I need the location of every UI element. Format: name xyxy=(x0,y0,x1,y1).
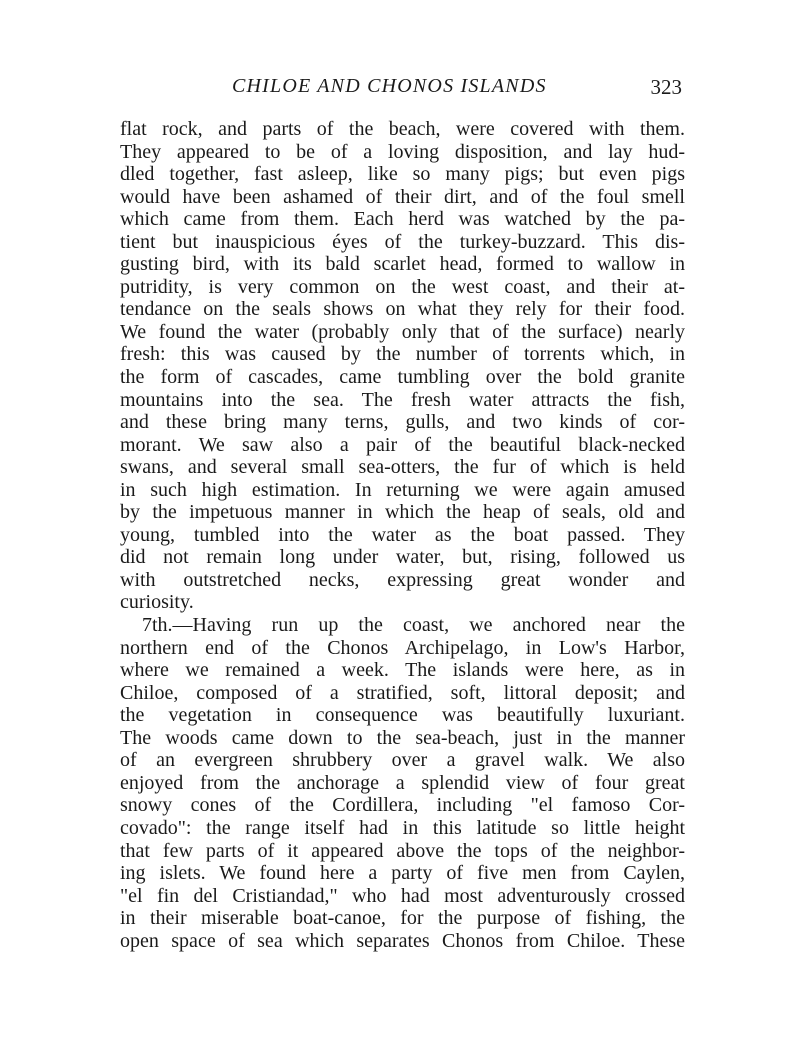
text-line: young, tumbled into the water as the boat passed. They xyxy=(120,523,685,546)
text-line: 7th.—Having run up the coast, we anchored near the xyxy=(142,614,685,637)
text-line: did not remain long under water, but, rising, followed us xyxy=(120,546,685,569)
running-head xyxy=(120,75,692,101)
paragraph-1 xyxy=(120,118,685,614)
text-line: open space of sea which separates Chonos from Chiloe. These xyxy=(120,929,685,952)
text-line: They appeared to be of a loving disposition, and lay hud- xyxy=(120,140,685,163)
text-line: curiosity. xyxy=(120,591,194,614)
text-line: the vegetation in consequence was beautifully luxuriant. xyxy=(120,704,685,727)
text-line: enjoyed from the anchorage a splendid view of four great xyxy=(120,771,685,794)
text-line: would have been ashamed of their dirt, and of the foul smell xyxy=(120,185,685,208)
running-title: CHILOE AND CHONOS ISLANDS xyxy=(232,75,547,97)
text-line: We found the water (probably only that of the surface) nearly xyxy=(120,320,685,343)
text-line: tendance on the seals shows on what they rely for their food. xyxy=(120,298,685,321)
text-line: by the impetuous manner in which the heap of seals, old and xyxy=(120,501,685,524)
text-line: The woods came down to the sea-beach, just in the manner xyxy=(120,726,685,749)
text-line: that few parts of it appeared above the tops of the neighbor- xyxy=(120,839,685,862)
page-number: 323 xyxy=(650,75,682,99)
text-line: in their miserable boat-canoe, for the purpose of fishing, the xyxy=(120,907,685,930)
text-line: where we remained a week. The islands were here, as in xyxy=(120,659,685,682)
text-line: dled together, fast asleep, like so many pigs; but even pigs xyxy=(120,163,685,186)
text-line: mountains into the sea. The fresh water attracts the fish, xyxy=(120,388,685,411)
text-line: tient but inauspicious éyes of the turkey-buzzard. This dis- xyxy=(120,230,685,253)
text-line: Chiloe, composed of a stratified, soft, littoral deposit; and xyxy=(120,681,685,704)
text-line: gusting bird, with its bald scarlet head, formed to wallow in xyxy=(120,253,685,276)
text-line: covado": the range itself had in this latitude so little height xyxy=(120,816,685,839)
text-line: flat rock, and parts of the beach, were covered with them. xyxy=(120,118,685,140)
text-line: snowy cones of the Cordillera, including "el famoso Cor- xyxy=(120,794,685,817)
text-line: in such high estimation. In returning we were again amused xyxy=(120,478,685,501)
text-line: fresh: this was caused by the number of torrents which, in xyxy=(120,343,685,366)
text-line: which came from them. Each herd was watched by the pa- xyxy=(120,208,685,231)
text-line: swans, and several small sea-otters, the fur of which is held xyxy=(120,456,685,479)
text-line: morant. We saw also a pair of the beautiful black-necked xyxy=(120,433,685,456)
text-line: northern end of the Chonos Archipelago, in Low's Harbor, xyxy=(120,636,685,659)
text-line: with outstretched necks, expressing great wonder and xyxy=(120,568,685,591)
text-line: of an evergreen shrubbery over a gravel walk. We also xyxy=(120,749,685,772)
text-line: the form of cascades, came tumbling over the bold granite xyxy=(120,366,685,389)
text-line: "el fin del Cristiandad," who had most adventurously crossed xyxy=(120,884,685,907)
body-text xyxy=(120,118,685,952)
text-line: putridity, is very common on the west coast, and their at- xyxy=(120,275,685,298)
paragraph-2 xyxy=(120,614,685,952)
text-line: ing islets. We found here a party of five men from Caylen, xyxy=(120,862,685,885)
text-line: and these bring many terns, gulls, and two kinds of cor- xyxy=(120,411,685,434)
